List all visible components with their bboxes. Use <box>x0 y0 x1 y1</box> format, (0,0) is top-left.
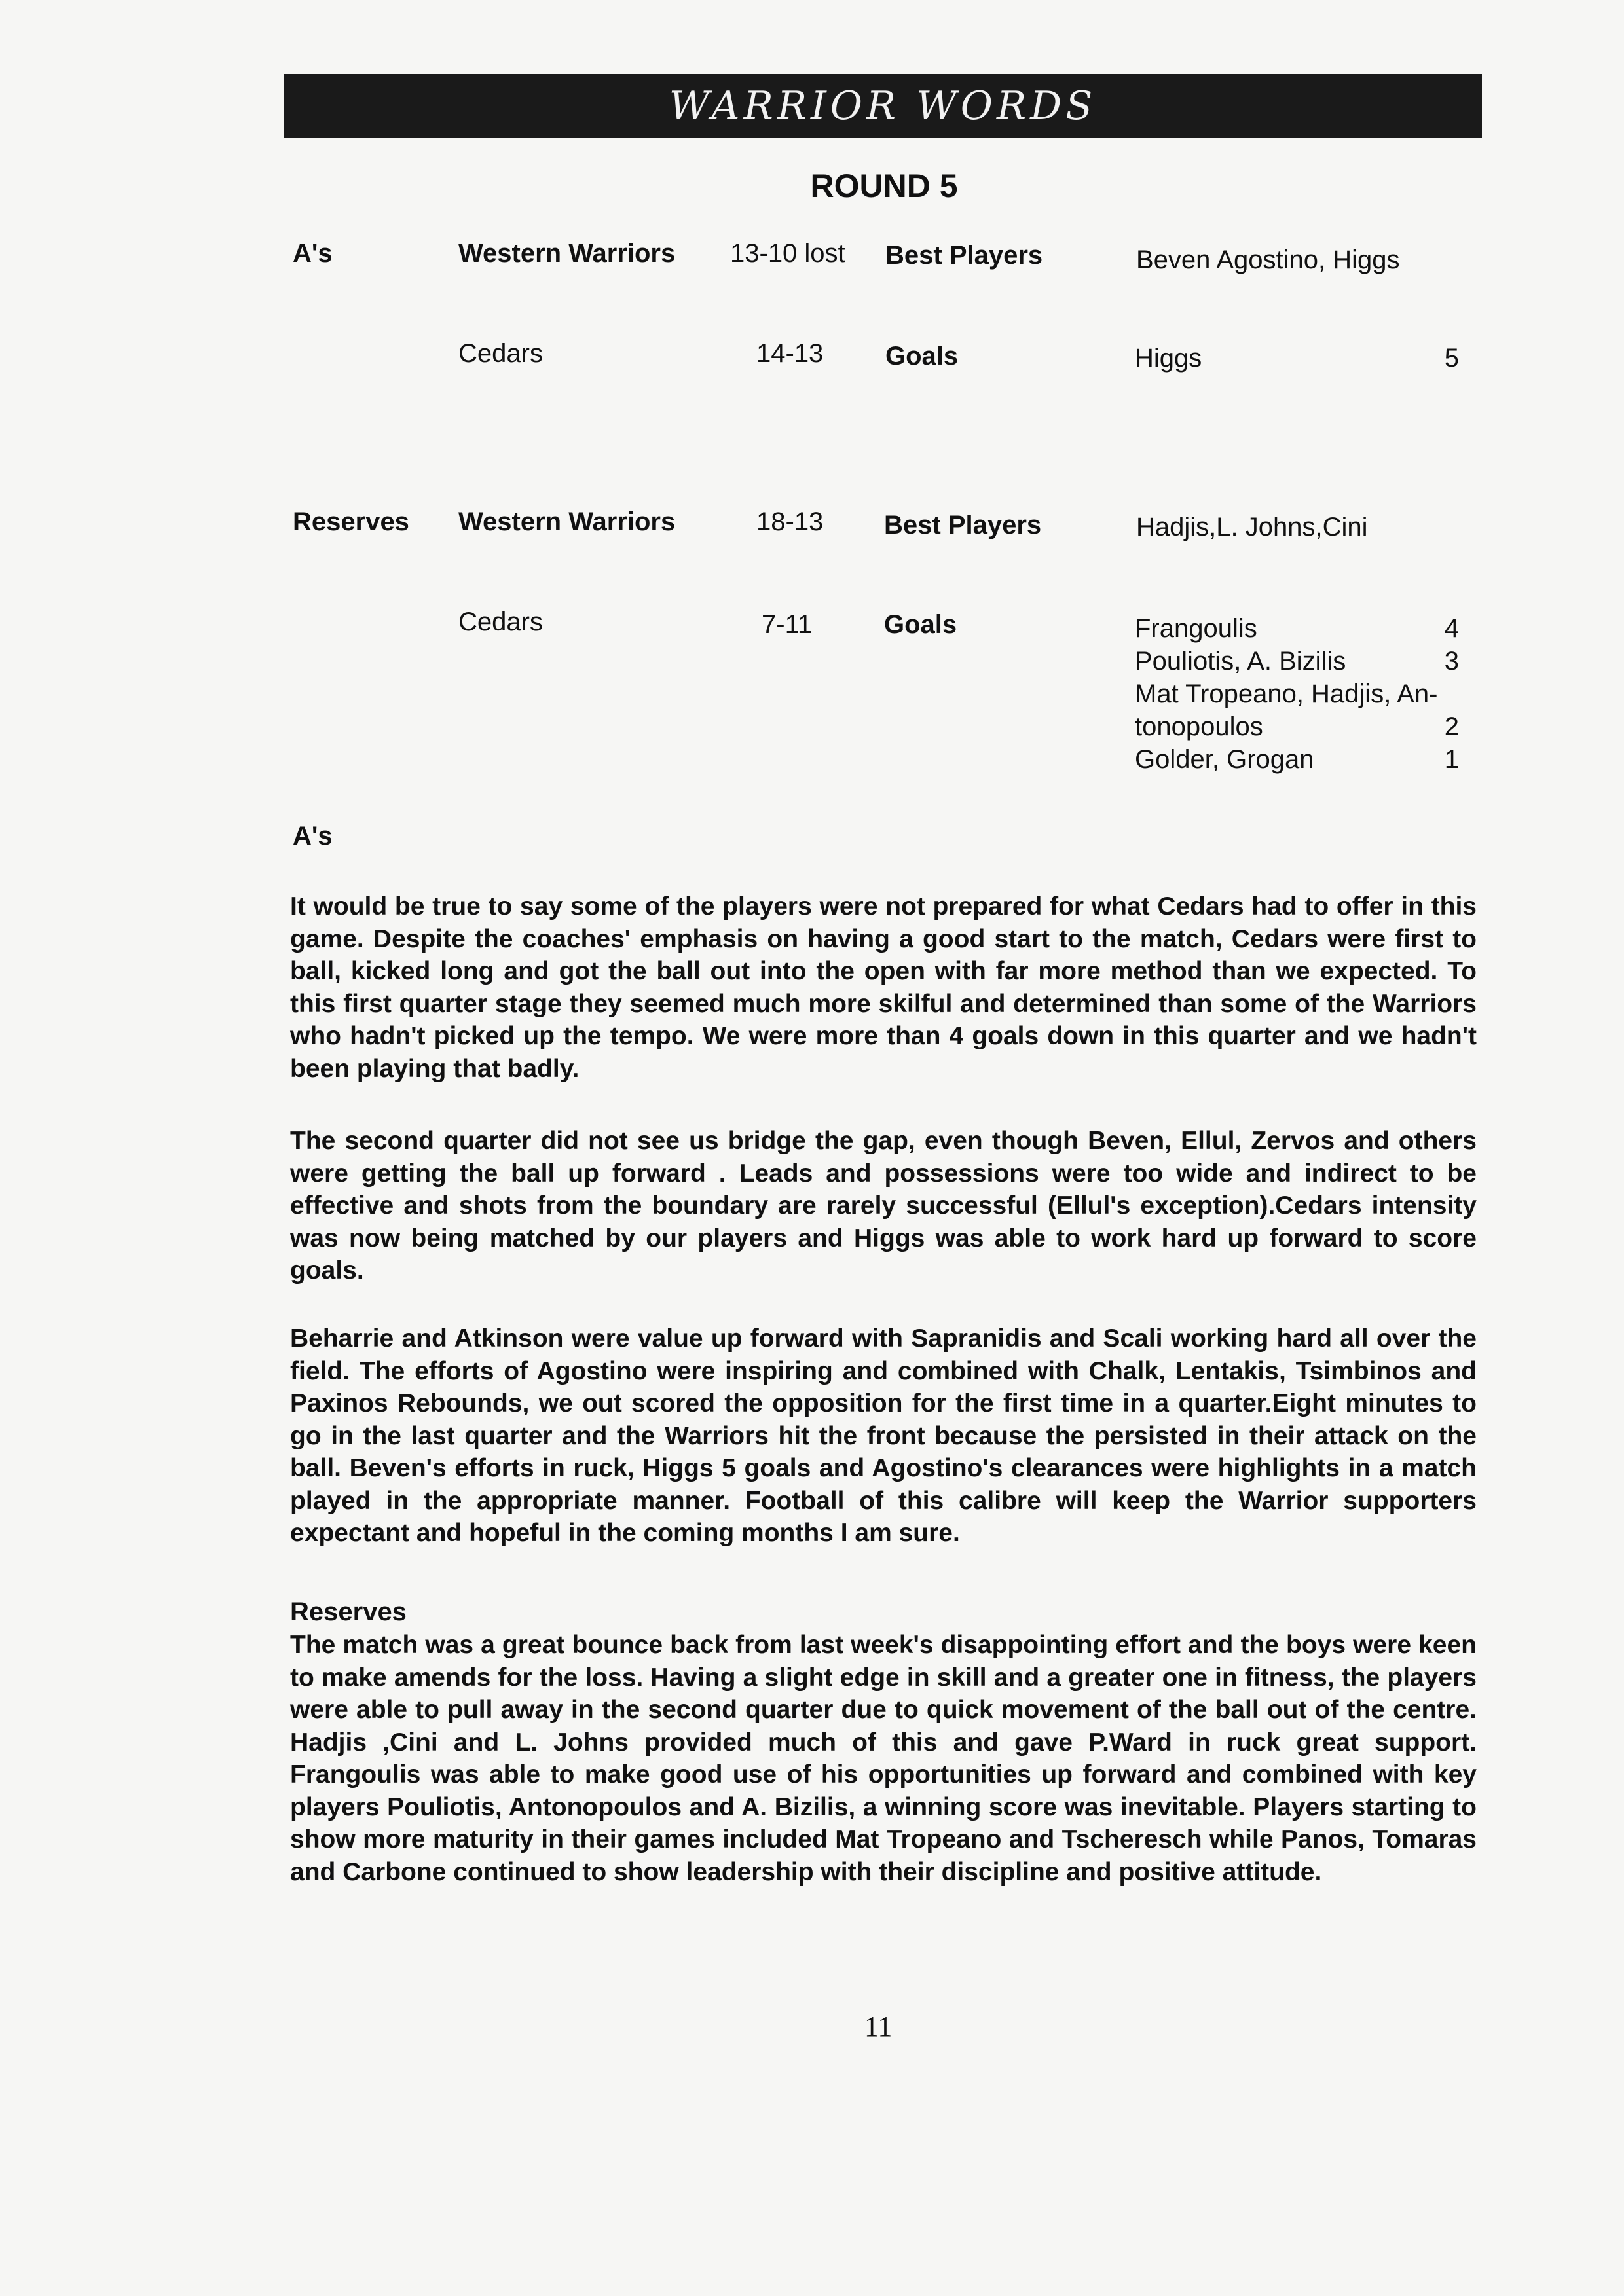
reserves-best-players: Hadjis,L. Johns,Cini <box>1136 513 1368 541</box>
reserves-away-team: Cedars <box>458 608 543 636</box>
a-grade-report-heading: A's <box>293 822 333 850</box>
reserves-home-score: 18-13 <box>756 507 824 536</box>
a-grade-home-score: 13-10 lost <box>730 239 845 268</box>
reserves-team-label: Reserves <box>293 507 409 536</box>
a-grade-best-label: Best Players <box>885 241 1043 270</box>
goal-kicker-name: Frangoulis <box>1135 614 1257 643</box>
goal-kicker-count: 2 <box>1444 712 1459 741</box>
reserves-home-team: Western Warriors <box>458 507 676 536</box>
banner-title: WARRIOR WORDS <box>669 83 1097 129</box>
reserves-report-paragraph: The match was a great bounce back from last week's disappointing effort and the boys were keen to make amends for the loss. Having a slight edge in skill and a greater one in fitness, the players were able to pull away in the second quarter due to quick movement of the ball out of the centre. Hadjis ,Cini and L. Johns provided much of this and gave P.Ward in ruck great support. Frangoulis was able to make good use of his opportunities up forward and combined with key players Pouliotis, Antonopoulos and A. Bizilis, a winning score was inevitable. Players starting to show more maturity in their games included Mat Tropeano and Tscheresch while Panos, Tomaras and Carbone continued to show leadership with their discipline and positive attitude. <box>290 1631 1477 1886</box>
a-grade-report-paragraph: It would be true to say some of the players were not prepared for what Cedars had to offer in this game. Despite the coaches' emphasis on having a good start to the match, Cedars were first to ball, kicked long and got the ball out into the open with far more method than we expected. To this first quarter stage they seemed much more skilful and determined than some of the Warriors who hadn't picked up the tempo. We were more than 4 goals down in this quarter and we hadn't been playing that badly. <box>290 892 1477 1083</box>
goal-kicker-name: Mat Tropeano, Hadjis, An- <box>1135 680 1438 708</box>
a-grade-away-score: 14-13 <box>756 339 824 368</box>
a-grade-report-paragraph: Beharrie and Atkinson were value up forward with Sapranidis and Scali working hard all over the field. The efforts of Agostino were inspiring and combined with Chalk, Lentakis, Tsimbinos and Paxinos Rebounds, we out scored the opposition for the first time in a quarter.Eight minutes to go in the last quarter and the Warriors hit the front because the persisted in their attack on the ball. Beven's efforts in ruck, Higgs 5 goals and Agostino's clearances were highlights in a match played in the appropriate manner. Football of this calibre will keep the Warrior supporters expectant and hopeful in the coming months I am sure. <box>290 1324 1477 1547</box>
reserves-goal-kicker <box>1135 645 1459 678</box>
goal-kicker-name: Golder, Grogan <box>1135 745 1314 774</box>
a-grade-away-team: Cedars <box>458 339 543 368</box>
reserves-goal-kicker <box>1135 612 1459 645</box>
reserves-goal-kicker <box>1135 743 1459 776</box>
goal-kicker-count: 1 <box>1444 745 1459 774</box>
reserves-best-label: Best Players <box>884 511 1042 539</box>
page-number: 11 <box>864 2011 893 2043</box>
a-grade-home-team: Western Warriors <box>458 239 676 268</box>
goal-kicker-count: 5 <box>1444 344 1459 373</box>
goal-kicker-count: 3 <box>1444 647 1459 676</box>
reserves-goal-kicker <box>1135 678 1459 710</box>
round-title: ROUND 5 <box>810 168 958 204</box>
a-grade-goal-kicker <box>1135 342 1459 374</box>
reserves-goal-kicker <box>1135 710 1459 743</box>
reserves-away-score: 7-11 <box>762 610 813 639</box>
goal-kicker-count: 4 <box>1444 614 1459 643</box>
newsletter-banner <box>284 74 1482 138</box>
reserves-report-heading: Reserves <box>290 1597 407 1626</box>
a-grade-best-players: Beven Agostino, Higgs <box>1136 246 1400 274</box>
goal-kicker-name: tonopoulos <box>1135 712 1263 741</box>
goal-kicker-name: Pouliotis, A. Bizilis <box>1135 647 1346 676</box>
a-grade-goals-label: Goals <box>885 342 959 371</box>
goal-kicker-name: Higgs <box>1135 344 1202 373</box>
reserves-goals-label: Goals <box>884 610 957 639</box>
a-grade-team-label: A's <box>293 239 333 268</box>
a-grade-report-paragraph: The second quarter did not see us bridge the gap, even though Beven, Ellul, Zervos and others were getting the ball up forward . Leads and possessions were too wide and indirect to be effective and shots from the boundary are rarely successful (Ellul's exception).Cedars intensity was now being matched by our players and Higgs was able to work hard up forward to score goals. <box>290 1127 1477 1285</box>
